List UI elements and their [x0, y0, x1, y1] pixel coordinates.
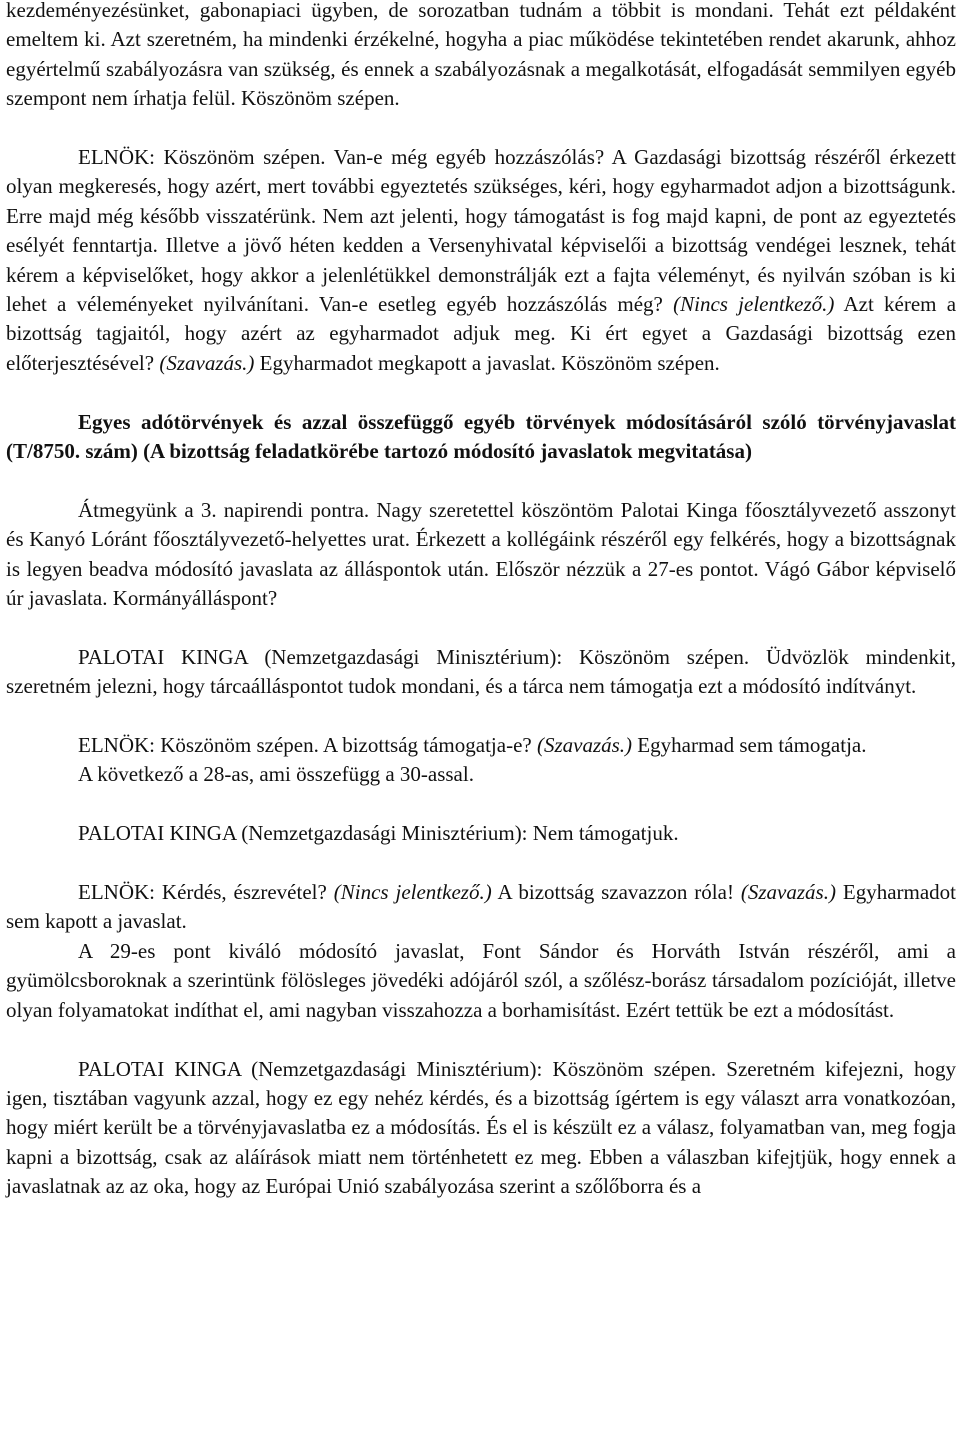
text-run: ELNÖK: Köszönöm szépen. Van-e még egyéb hozzászólás? A Gazdasági bizottság részéről érkezett olyan megkeresés, hogy azért, mert további egyeztetés szükséges, kéri, hogy egyharmadot adjon a bizottságunk. Erre majd még később visszatérünk. Nem azt jelenti, hogy támogatást is fog majd kapni, de pont az egyeztetés esélyét fenntartja. Illetve a jövő héten kedden a Versenyhivatal képviselői a bizottság vendégei lesznek, tehát kérem a képviselőket, hogy akkor a jelenlétükkel demonstrálják ezt a fajta véleményt, és nyilván szóban is ki lehet a véleményeket nyilvánítani. Van-e esetleg egyéb hozzászólás még?	[6, 145, 956, 317]
spacer	[6, 114, 956, 143]
chair-paragraph-6: A 29-es pont kiváló módosító javaslat, Font Sándor és Horváth István részéről, ami a gyümölcsboroknak a szerintünk fölösleges jövedéki adójáról szól, a szőlész-borász társadalom pozícióját, illetve olyan folyamatokat indíthat el, ami nagyban visszahozza a borhamisítást. Ezért tettük be ezt a módosítást.	[6, 938, 956, 1022]
text-run: Egyharmadot megkapott a javaslat. Köszönöm szépen.	[259, 350, 720, 375]
stage-note: (Nincs jelentkező.)	[673, 292, 835, 317]
spacer	[6, 613, 956, 642]
ministry-paragraph-3: PALOTAI KINGA (Nemzetgazdasági Minisztérium): Köszönöm szépen. Szeretném kifejezni, hogy igen, tisztában vagyunk azzal, hogy ez egy nehéz kérdés, és a bizottság ígértem is egy választ arra vonatkozóan, hogy miért került be a törvényjavaslatba ez a módosítás. És el is készült ez a válasz, folyamatban van, meg fogja kapni a bizottság, csak az aláírások miatt nem történhetett ez meg. Ebben a válaszban kifejtjük, hogy ennek a javaslatnak az az oka, hogy az Európai Unió szabályozása szerint a szőlőborra és a	[6, 1056, 956, 1199]
chair-paragraph-1	[6, 143, 956, 378]
spacer	[6, 702, 956, 731]
spacer	[6, 1025, 956, 1054]
ministry-paragraph-2: PALOTAI KINGA (Nemzetgazdasági Minisztérium): Nem támogatjuk.	[78, 821, 679, 846]
chair-paragraph-5	[6, 878, 956, 937]
spacer	[6, 378, 956, 407]
chair-paragraph-2: Átmegyünk a 3. napirendi pontra. Nagy szeretettel köszöntöm Palotai Kinga főosztályvezető asszonyt és Kanyó Lóránt főosztályvezető-helyettes urat. Érkezett a kollégáink részéről egy felkérés, hogy a bizottságnak is legyen beadva módosító javaslata az álláspontok után. Először nézzük a 27-es pontot. Vágó Gábor képviselő úr javaslata. Kormányálláspont?	[6, 497, 956, 611]
agenda-heading: Egyes adótörvények és azzal összefüggő egyéb törvények módosításáról szóló törvényjavaslat (T/8750. szám) (A bizottság feladatkörébe tartozó módosító javaslatok megvitatása)	[6, 409, 956, 464]
text-run: Egyharmad sem támogatja.	[637, 733, 867, 758]
spacer	[6, 849, 956, 878]
chair-paragraph-3	[6, 731, 956, 760]
stage-note: (Nincs jelentkező.)	[333, 880, 492, 905]
text-run: A bizottság szavazzon róla!	[497, 880, 734, 905]
text-run: ELNÖK: Kérdés, észrevétel?	[78, 880, 327, 905]
text-run: ELNÖK: Köszönöm szépen. A bizottság támogatja-e?	[78, 733, 532, 758]
stage-note: (Szavazás.)	[740, 880, 836, 905]
spacer	[6, 790, 956, 819]
intro-paragraph: kezdeményezésünket, gabonapiaci ügyben, de sorozatban tudnám a többit is mondani. Tehát ezt példaként emeltem ki. Azt szeretném, ha mindenki érzékelné, hogyha a piac működése tekintetében rendet akarunk, ahhoz egyértelmű szabályozásra van szükség, és ennek a szabályozásnak a megalkotását, elfogadását semmilyen egyéb szempont nem írhatja felül. Köszönöm szépen.	[6, 0, 956, 111]
stage-note: (Szavazás.)	[536, 733, 633, 758]
spacer	[6, 466, 956, 495]
stage-note: (Szavazás.)	[159, 350, 255, 375]
text-run: Azt kérem a bizottság tagjaitól, hogy azért az egyharmadot adjuk meg. Ki ért egyet a Gazdasági bizottság ezen előterjesztésével?	[6, 292, 957, 375]
text-run: Egyharmadot sem kapott a javaslat.	[6, 880, 957, 934]
chair-paragraph-4: A következő a 28-as, ami összefügg a 30-assal.	[78, 762, 474, 787]
ministry-paragraph-1: PALOTAI KINGA (Nemzetgazdasági Minisztérium): Köszönöm szépen. Üdvözlök mindenkit, szeretném jelezni, hogy tárcaálláspontot tudok mondani, és a tárca nem támogatja ezt a módosító indítványt.	[6, 644, 956, 699]
document-page	[6, 0, 956, 1202]
